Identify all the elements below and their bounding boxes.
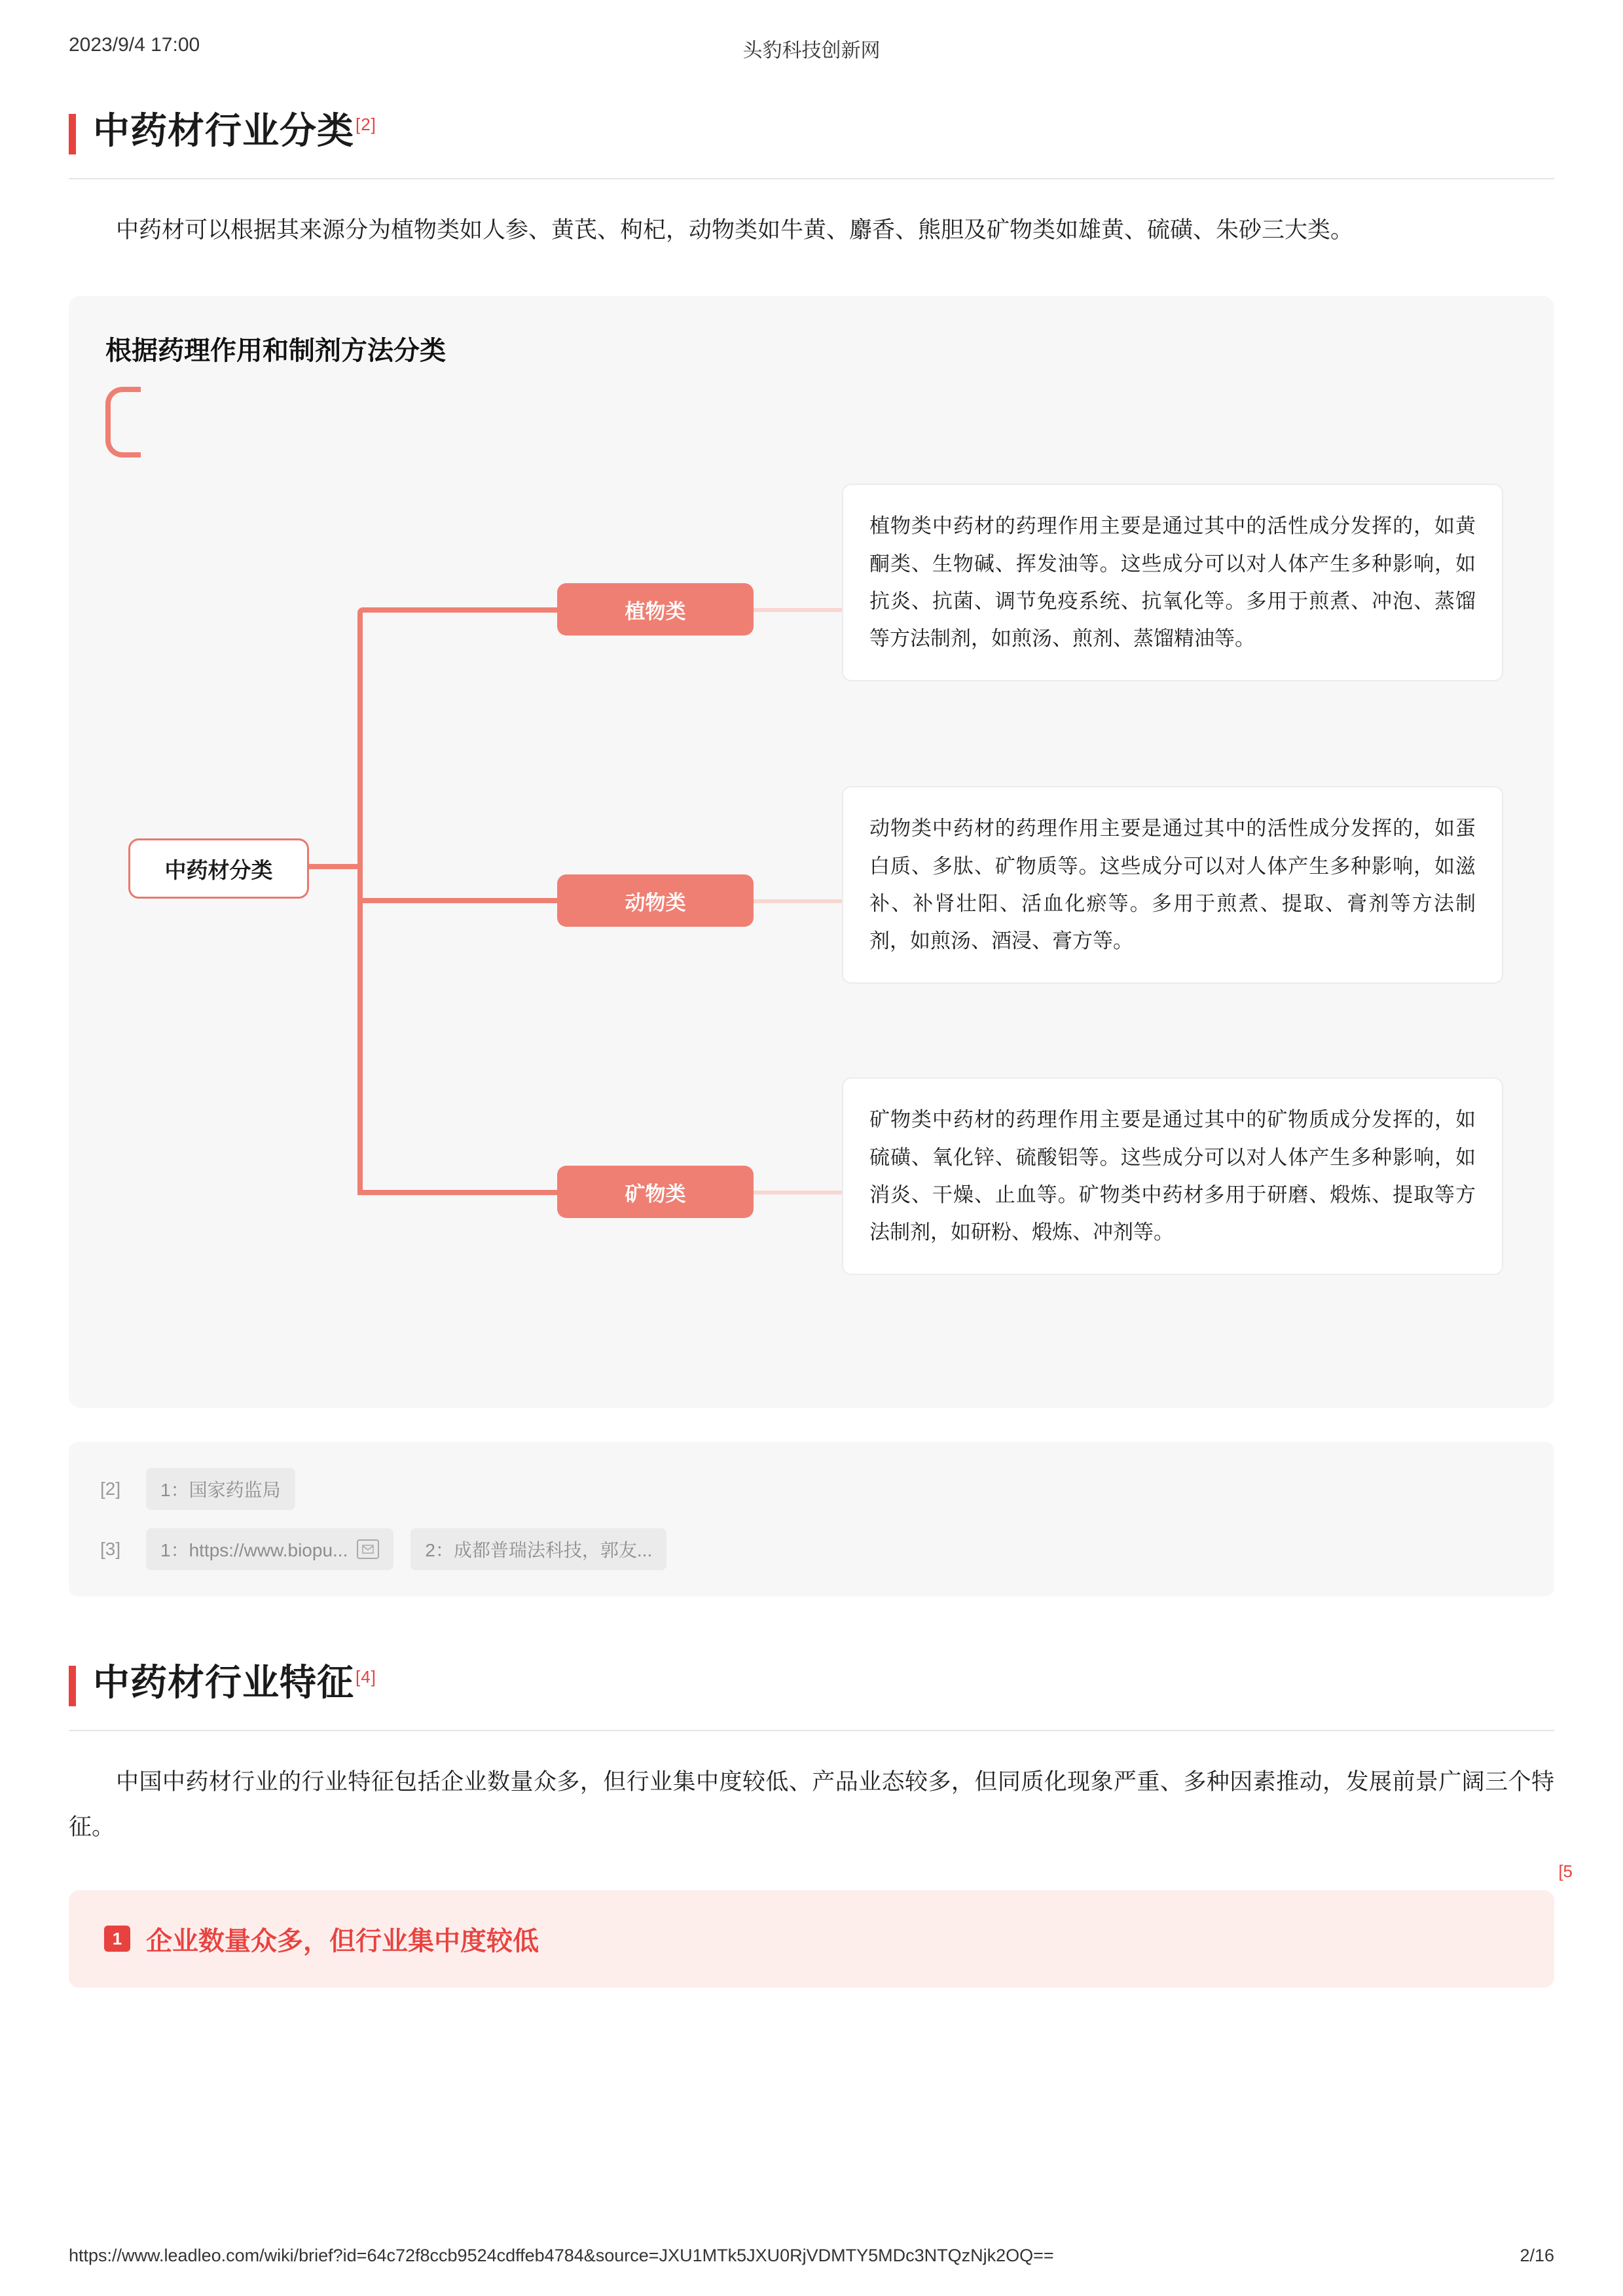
mindmap-diagram bbox=[105, 387, 1518, 1362]
reference-row bbox=[100, 1468, 1523, 1510]
connector-branch-1 bbox=[357, 607, 557, 613]
mindmap-branch-plant: 植物类 bbox=[557, 583, 754, 636]
section2-paragraph: 中国中药材行业的行业特征包括企业数量众多，但行业集中度较低、产品业态较多，但同质化现象严重、多种因素推动，发展前景广阔三个特征。 bbox=[69, 1769, 1554, 1840]
header-date: 2023/9/4 17:00 bbox=[69, 34, 200, 56]
connector-corner-top bbox=[105, 387, 141, 422]
reference-chip[interactable] bbox=[146, 1528, 393, 1570]
references-block bbox=[69, 1442, 1554, 1596]
running-header bbox=[69, 0, 1554, 72]
section-heading-classification bbox=[69, 110, 1554, 154]
connector-branch-3 bbox=[357, 1190, 557, 1195]
mindmap-desc-mineral: 矿物类中药材的药理作用主要是通过其中的矿物质成分发挥的，如硫磺、氧化锌、硫酸铝等。这些成分可以对人体产生多种影响，如消炎、干燥、止血等。矿物类中药材多用于研磨、煅炼、提取等方法制剂，如研粉、煅炼、冲剂等。 bbox=[842, 1077, 1503, 1274]
connector-light-1 bbox=[754, 608, 842, 612]
connector-branch-2 bbox=[357, 898, 557, 903]
section2-title bbox=[93, 1662, 376, 1704]
section2-title-ref[interactable]: [4] bbox=[356, 1666, 376, 1687]
feature-header bbox=[104, 1920, 1519, 1958]
section-heading-features bbox=[69, 1662, 1554, 1706]
section-title-text: 中药材行业分类 bbox=[93, 110, 354, 151]
reference-chip-label: 1：国家药监局 bbox=[160, 1480, 281, 1501]
reference-chip[interactable] bbox=[146, 1468, 295, 1510]
footer-page-number: 2/16 bbox=[1520, 2246, 1554, 2265]
external-link-icon[interactable] bbox=[357, 1539, 379, 1559]
mindmap-root-node: 中药材分类 bbox=[128, 838, 309, 899]
heading-divider bbox=[69, 178, 1554, 179]
reference-chip-label: 1：https://www.biopu... bbox=[160, 1540, 348, 1561]
footer-url[interactable]: https://www.leadleo.com/wiki/brief?id=64c72f8ccb9524cdffeb4784&source=JXU1MTk5JXU0RjVDMTY5MDc3NTQzNjk2OQ== bbox=[69, 2246, 1054, 2265]
mindmap-desc-plant: 植物类中药材的药理作用主要是通过其中的活性成分发挥的，如黄酮类、生物碱、挥发油等。这些成分可以对人体产生多种影响，如抗炎、抗菌、调节免疫系统、抗氧化等。多用于煎煮、冲泡、蒸馏等方法制剂，如煎汤、煎剂、蒸馏精油等。 bbox=[842, 484, 1503, 681]
section-title-ref[interactable]: [2] bbox=[356, 115, 376, 135]
feature-number-badge: 1 bbox=[104, 1926, 130, 1952]
feature-card-1 bbox=[69, 1861, 1573, 1988]
section1-paragraph: 中药材可以根据其来源分为植物类如人参、黄芪、枸杞，动物类如牛黄、麝香、熊胆及矿物类如雄黄、硫磺、朱砂三大类。 bbox=[116, 217, 1354, 243]
mindmap-desc-animal: 动物类中药材的药理作用主要是通过其中的活性成分发挥的，如蛋白质、多肽、矿物质等。这些成分可以对人体产生多种影响，如滋补、补肾壮阳、活血化瘀等。多用于煎煮、提取、膏剂等方法制剂，如煎汤、酒浸、膏方等。 bbox=[842, 786, 1503, 983]
page-title bbox=[93, 110, 376, 152]
reference-index: [3] bbox=[100, 1539, 121, 1560]
figure-classification-mindmap bbox=[69, 296, 1554, 1408]
reference-row bbox=[100, 1528, 1523, 1570]
reference-index: [2] bbox=[100, 1479, 121, 1499]
feature-title: 企业数量众多，但行业集中度较低 bbox=[146, 1926, 539, 1956]
connector-vertical-trunk bbox=[357, 613, 363, 1195]
heading-accent-bar bbox=[69, 114, 76, 154]
figure-title: 根据药理作用和制剂方法分类 bbox=[105, 336, 446, 366]
connector-light-2 bbox=[754, 899, 842, 903]
section2-title-text: 中药材行业特征 bbox=[93, 1662, 354, 1704]
heading-divider bbox=[69, 1730, 1554, 1731]
connector-corner-bottom bbox=[105, 422, 141, 457]
header-site-name: 头豹科技创新网 bbox=[742, 40, 881, 62]
reference-chip-label: 2：成都普瑞法科技，郭友... bbox=[425, 1540, 653, 1561]
feature-side-ref[interactable]: [5 bbox=[1558, 1861, 1573, 1881]
connector-root-horizontal bbox=[305, 864, 357, 869]
heading-accent-bar bbox=[69, 1666, 76, 1706]
connector-light-3 bbox=[754, 1191, 842, 1194]
mindmap-branch-animal: 动物类 bbox=[557, 874, 754, 927]
page-footer bbox=[69, 2246, 1554, 2266]
reference-chip[interactable] bbox=[410, 1528, 666, 1570]
mindmap-branch-mineral: 矿物类 bbox=[557, 1166, 754, 1218]
